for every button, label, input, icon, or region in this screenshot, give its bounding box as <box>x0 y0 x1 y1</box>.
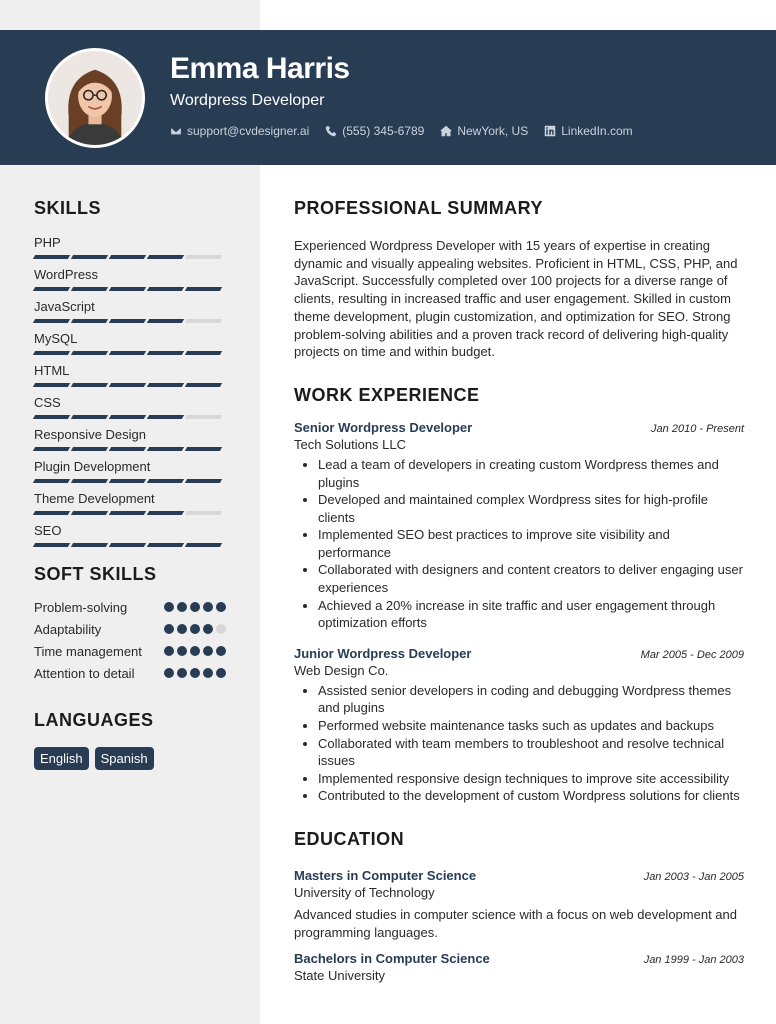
contact-linkedin[interactable] <box>544 124 632 138</box>
contact-location <box>440 124 528 138</box>
soft-skill-name: Problem-solving <box>34 600 128 615</box>
soft-skill-rating <box>164 643 226 660</box>
education-dates: Jan 1999 - Jan 2003 <box>643 954 744 967</box>
skill-level-segment <box>109 479 146 483</box>
skill-level-segment <box>33 447 70 451</box>
skill-item <box>34 394 226 426</box>
education-header <box>294 868 744 883</box>
envelope-icon <box>170 125 182 137</box>
job-role: Junior Wordpress Developer <box>294 645 472 661</box>
rating-dot <box>190 668 200 678</box>
soft-skill-name: Adaptability <box>34 622 102 637</box>
rating-dot <box>203 646 213 656</box>
phone-icon <box>325 125 337 137</box>
job-bullet: • Implemented responsive design techniques to improve site accessibility <box>318 770 744 788</box>
rating-dot <box>216 668 226 678</box>
skill-name: PHP <box>34 235 61 250</box>
skill-level-bar <box>34 511 226 515</box>
skill-level-segment <box>33 383 70 387</box>
rating-dot <box>164 668 174 678</box>
skill-level-segment <box>71 447 108 451</box>
skill-level-segment <box>33 543 70 547</box>
rating-dot <box>203 602 213 612</box>
job-bullets <box>294 682 744 805</box>
education-entry <box>294 868 744 941</box>
skill-item <box>34 298 226 330</box>
rating-dot <box>190 624 200 634</box>
resume-header <box>0 30 776 165</box>
skill-level-segment <box>147 319 184 323</box>
skill-name: Theme Development <box>34 491 155 506</box>
rating-dot <box>216 624 226 634</box>
education-entry <box>294 951 744 983</box>
contact-email-text: support@cvdesigner.ai <box>187 124 310 138</box>
job-header <box>294 646 744 661</box>
job-entry <box>294 646 744 805</box>
skill-level-segment <box>71 415 108 419</box>
skill-level-segment <box>109 319 146 323</box>
education-degree: Bachelors in Computer Science <box>294 951 490 967</box>
skill-level-segment <box>109 255 146 259</box>
skill-level-segment <box>147 479 184 483</box>
profile-photo-illustration <box>48 51 142 145</box>
skill-level-segment <box>185 351 222 355</box>
skill-level-bar <box>34 351 226 355</box>
profile-photo <box>45 48 145 148</box>
skills-heading: SKILLS <box>34 198 102 218</box>
skill-name: Responsive Design <box>34 427 147 442</box>
skill-level-segment <box>185 383 222 387</box>
skills-list <box>34 234 226 554</box>
skill-item <box>34 458 226 490</box>
job-bullet: • Developed and maintained complex Wordpress sites for high-profile clients <box>318 491 744 526</box>
skill-level-segment <box>71 319 108 323</box>
education-description: Advanced studies in computer science with a focus on web development and programming languages. <box>294 907 737 940</box>
skill-level-segment <box>33 287 70 291</box>
rating-dot <box>177 624 187 634</box>
job-role: Senior Wordpress Developer <box>294 419 473 435</box>
skill-level-bar <box>34 319 226 323</box>
soft-skill-rating <box>164 621 226 638</box>
skill-level-segment <box>71 287 108 291</box>
skill-level-segment <box>109 511 146 515</box>
skill-name: HTML <box>34 363 70 378</box>
skill-level-segment <box>33 319 70 323</box>
contact-linkedin-text: LinkedIn.com <box>561 124 633 138</box>
skill-level-segment <box>185 287 222 291</box>
skill-level-segment <box>147 383 184 387</box>
education-heading: EDUCATION <box>294 829 405 850</box>
skill-level-segment <box>33 415 70 419</box>
rating-dot <box>203 624 213 634</box>
skill-name: MySQL <box>34 331 78 346</box>
contact-phone[interactable] <box>325 124 424 138</box>
soft-skills-heading: SOFT SKILLS <box>34 564 157 584</box>
job-bullet: • Contributed to the development of custom Wordpress solutions for clients <box>318 787 744 805</box>
skill-item <box>34 266 226 298</box>
rating-dot <box>203 668 213 678</box>
skill-level-segment <box>109 383 146 387</box>
skill-level-segment <box>109 447 146 451</box>
skill-level-segment <box>109 351 146 355</box>
skill-item <box>34 234 226 266</box>
rating-dot <box>216 646 226 656</box>
linkedin-icon <box>544 125 556 137</box>
rating-dot <box>177 668 187 678</box>
job-bullet: • Lead a team of developers in creating custom Wordpress themes and plugins <box>318 456 744 491</box>
main-content <box>294 198 744 983</box>
skill-level-segment <box>185 543 222 547</box>
rating-dot <box>216 602 226 612</box>
skill-level-bar <box>34 287 226 291</box>
job-bullet: • Assisted senior developers in coding and debugging Wordpress themes and plugins <box>318 682 744 717</box>
job-bullet: • Implemented SEO best practices to improve site visibility and performance <box>318 526 744 561</box>
sidebar <box>34 198 226 770</box>
skill-level-segment <box>71 543 108 547</box>
skill-level-bar <box>34 255 226 259</box>
education-header <box>294 951 744 966</box>
skill-level-segment <box>185 511 222 515</box>
skill-level-segment <box>33 511 70 515</box>
skill-level-segment <box>147 415 184 419</box>
skill-level-bar <box>34 479 226 483</box>
skill-item <box>34 522 226 554</box>
job-dates: Jan 2010 - Present <box>651 422 744 435</box>
job-dates: Mar 2005 - Dec 2009 <box>640 648 744 661</box>
soft-skill-item <box>34 599 226 616</box>
skill-level-segment <box>33 351 70 355</box>
contact-email[interactable] <box>170 124 309 138</box>
skill-level-segment <box>109 415 146 419</box>
skill-level-segment <box>109 543 146 547</box>
rating-dot <box>164 646 174 656</box>
job-header <box>294 420 744 435</box>
soft-skills-list <box>34 599 226 682</box>
language-badge: English <box>34 747 89 770</box>
language-badge: Spanish <box>95 747 154 770</box>
skill-name: JavaScript <box>34 299 95 314</box>
languages-heading: LANGUAGES <box>34 710 154 730</box>
soft-skill-item <box>34 665 226 682</box>
skill-level-segment <box>33 255 70 259</box>
skill-level-bar <box>34 543 226 547</box>
skill-level-segment <box>185 447 222 451</box>
soft-skill-item <box>34 621 226 638</box>
skill-level-segment <box>71 351 108 355</box>
skill-level-segment <box>185 255 222 259</box>
soft-skill-rating <box>164 665 226 682</box>
skill-level-segment <box>71 479 108 483</box>
skill-item <box>34 490 226 522</box>
job-bullet: • Collaborated with team members to troubleshoot and resolve technical issues <box>318 735 744 770</box>
skill-level-segment <box>185 415 222 419</box>
soft-skill-rating <box>164 599 226 616</box>
education-dates: Jan 2003 - Jan 2005 <box>643 871 744 884</box>
job-entry <box>294 420 744 632</box>
education-school: State University <box>294 968 386 984</box>
contact-phone-text: (555) 345-6789 <box>342 124 425 138</box>
skill-level-segment <box>147 447 184 451</box>
skill-name: SEO <box>34 523 62 538</box>
skill-level-segment <box>109 287 146 291</box>
job-company: Web Design Co. <box>294 662 389 678</box>
skill-level-segment <box>147 255 184 259</box>
skill-level-bar <box>34 383 226 387</box>
summary-text: Experienced Wordpress Developer with 15 years of expertise in creating dynamic and visually appealing websites. Proficient in HTML, CSS, PHP, and JavaScript. Successfully completed over 100 projects for a diverse range of clients, resulting in increased traffic and user engagement. Skilled in custom theme development, plugin customization, and optimization for SEO. Strong problem-solving abilities and a proven track record of delivering high-quality projects on time and within budget. <box>294 238 738 360</box>
job-bullets <box>294 456 744 632</box>
rating-dot <box>177 602 187 612</box>
skill-level-segment <box>71 255 108 259</box>
skill-item <box>34 330 226 362</box>
skill-level-segment <box>33 479 70 483</box>
skill-level-segment <box>147 287 184 291</box>
education-school: University of Technology <box>294 885 435 901</box>
job-bullet: • Collaborated with designers and content creators to deliver engaging user experiences <box>318 561 744 596</box>
contact-bar <box>170 124 633 138</box>
rating-dot <box>177 646 187 656</box>
summary-heading: PROFESSIONAL SUMMARY <box>294 198 544 218</box>
job-company: Tech Solutions LLC <box>294 436 407 452</box>
skill-item <box>34 426 226 458</box>
rating-dot <box>190 646 200 656</box>
skill-level-segment <box>71 511 108 515</box>
skill-level-segment <box>185 479 222 483</box>
education-list <box>294 868 744 983</box>
job-bullet: • Achieved a 20% increase in site traffic and user engagement through optimization efforts <box>318 597 744 632</box>
skill-level-segment <box>147 351 184 355</box>
soft-skill-name: Time management <box>34 644 142 659</box>
skill-level-bar <box>34 447 226 451</box>
skill-level-segment <box>147 511 184 515</box>
experience-list <box>294 420 744 805</box>
rating-dot <box>164 624 174 634</box>
skill-name: Plugin Development <box>34 459 151 474</box>
experience-heading: WORK EXPERIENCE <box>294 384 480 405</box>
contact-location-text: NewYork, US <box>457 124 529 138</box>
rating-dot <box>190 602 200 612</box>
candidate-title: Wordpress Developer <box>170 92 325 109</box>
skill-item <box>34 362 226 394</box>
rating-dot <box>164 602 174 612</box>
soft-skill-name: Attention to detail <box>34 666 135 681</box>
candidate-name: Emma Harris <box>170 52 350 85</box>
home-icon <box>440 125 452 137</box>
skill-level-segment <box>147 543 184 547</box>
skill-level-segment <box>185 319 222 323</box>
skill-name: CSS <box>34 395 61 410</box>
languages-list <box>34 747 226 770</box>
skill-level-segment <box>71 383 108 387</box>
skill-level-bar <box>34 415 226 419</box>
skill-name: WordPress <box>34 267 99 282</box>
soft-skill-item <box>34 643 226 660</box>
job-bullet: • Performed website maintenance tasks such as updates and backups <box>318 717 744 735</box>
education-degree: Masters in Computer Science <box>294 868 477 884</box>
